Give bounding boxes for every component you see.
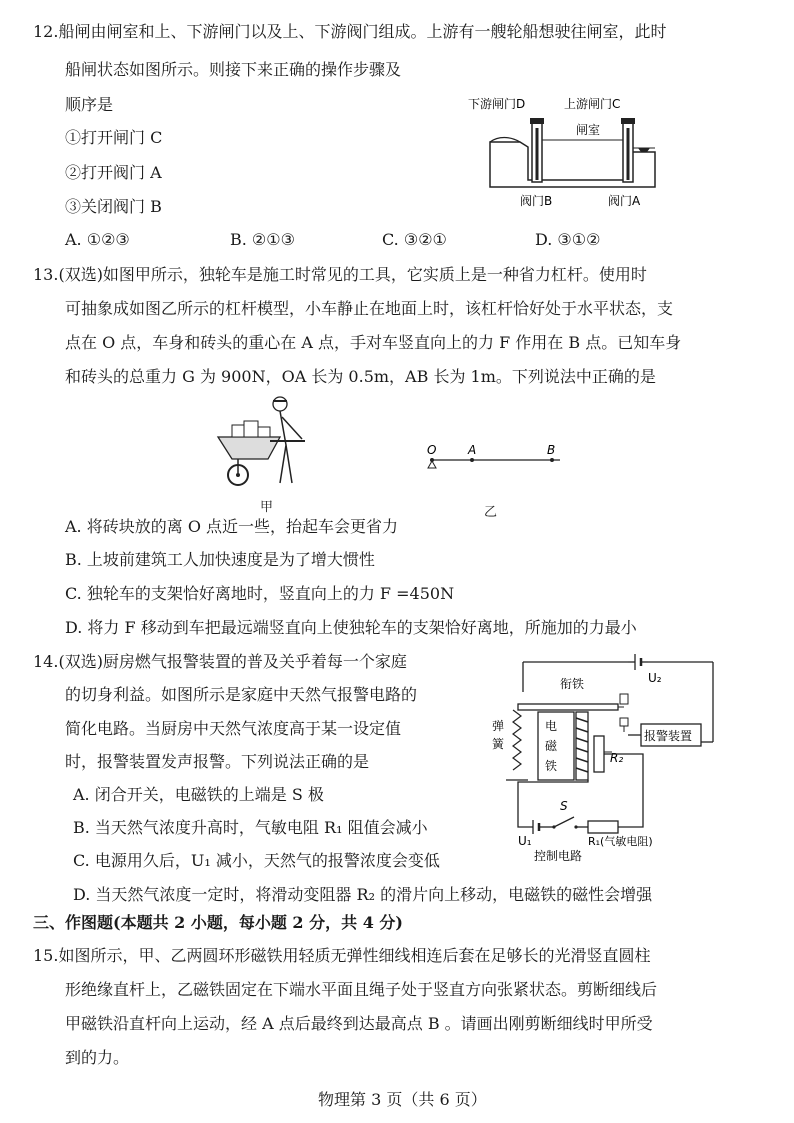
circuit-label-em-2: 磁	[545, 739, 558, 753]
q13-option-c: C. 独轮车的支架恰好离地时，竖直向上的力 F =450N	[65, 584, 455, 603]
q13-line-2: 可抽象成如图乙所示的杠杆模型，小车静止在地面上时，该杠杆恰好处于水平状态，支	[65, 299, 674, 318]
lock-label-b: 阀门B	[520, 194, 553, 208]
circuit-label-r2: R₂	[610, 751, 624, 765]
lock-label-c: 上游闸门C	[564, 97, 621, 111]
circuit-label-em-1: 电	[545, 719, 558, 733]
gas-alarm-circuit-figure	[488, 652, 733, 862]
ship-lock-figure	[468, 92, 680, 210]
q14-option-d: D. 当天然气浓度一定时，将滑动变阻器 R₂ 的滑片向上移动，电磁铁的磁性会增强	[73, 885, 653, 904]
circuit-label-u2: U₂	[648, 671, 662, 685]
fig-label-jia: 甲	[260, 500, 274, 515]
page-footer: 物理第 3 页（共 6 页）	[318, 1090, 487, 1109]
q12-line-3: 顺序是	[65, 95, 114, 114]
circuit-label-r1: R₁(气敏电阻)	[588, 835, 653, 848]
q12-step-1: ①打开闸门 C	[65, 128, 163, 147]
circuit-label-u1: U₁	[518, 834, 532, 848]
fig-label-yi: 乙	[484, 505, 498, 520]
q13-line-1: 13.(双选)如图甲所示，独轮车是施工时常见的工具，它实质上是一种省力杠杆。使用时	[33, 265, 647, 284]
q13-line-3: 点在 O 点，车身和砖头的重心在 A 点，手对车竖直向上的力 F 作用在 B 点。已知车身	[65, 333, 682, 352]
lever-model-figure	[420, 440, 570, 480]
q13-option-b: B. 上坡前建筑工人加快速度是为了增大惯性	[65, 550, 375, 569]
q15-line-2: 形绝缘直杆上，乙磁铁固定在下端水平面且绳子处于竖直方向张紧状态。剪断细线后	[65, 980, 658, 999]
q12-option-a: A. ①②③	[65, 230, 130, 249]
q14-line-1: 14.(双选)厨房燃气报警装置的普及关乎着每一个家庭	[33, 652, 407, 671]
q15-line-3: 甲磁铁沿直杆向上运动，经 A 点后最终到达最高点 B 。请画出刚剪断细线时甲所受	[65, 1014, 653, 1033]
q15-line-4: 到的力。	[65, 1048, 130, 1067]
lever-point-a: A	[468, 443, 477, 457]
lever-point-b: B	[547, 443, 556, 457]
q12-option-b: B. ②①③	[230, 230, 295, 249]
q12-option-d: D. ③①②	[535, 230, 601, 249]
q13-option-a: A. 将砖块放的离 O 点近一些，抬起车会更省力	[65, 517, 399, 536]
q14-line-4: 时，报警装置发声报警。下列说法正确的是	[65, 752, 370, 771]
circuit-label-alarm: 报警装置	[644, 729, 693, 743]
q12-step-3: ③关闭阀门 B	[65, 197, 162, 216]
q14-line-3: 简化电路。当厨房中天然气浓度高于某一设定值	[65, 719, 402, 738]
q14-line-2: 的切身利益。如图所示是家庭中天然气报警电路的	[65, 685, 418, 704]
lock-label-d: 下游闸门D	[468, 97, 526, 111]
q12-line-2: 船闸状态如图所示。则接下来正确的操作步骤及	[65, 60, 402, 79]
lock-label-a: 阀门A	[608, 194, 641, 208]
q14-option-c: C. 电源用久后，U₁ 减小，天然气的报警浓度会变低	[73, 851, 440, 870]
q12-step-2: ②打开阀门 A	[65, 163, 162, 182]
circuit-label-spring-1: 弹	[492, 719, 505, 733]
lock-label-room: 闸室	[576, 123, 601, 137]
circuit-label-spring-2: 簧	[492, 737, 505, 751]
q12-line-1: 12.船闸由闸室和上、下游闸门以及上、下游阀门组成。上游有一艘轮船想驶往闸室，此时	[33, 22, 667, 41]
q14-option-a: A. 闭合开关，电磁铁的上端是 S 极	[73, 785, 324, 804]
circuit-label-em-3: 铁	[545, 759, 558, 773]
section-3-title: 三、作图题(本题共 2 小题，每小题 2 分，共 4 分)	[33, 913, 403, 932]
q15-line-1: 15.如图所示，甲、乙两圆环形磁铁用轻质无弹性细线相连后套在足够长的光滑竖直圆柱	[33, 946, 651, 965]
q13-line-4: 和砖头的总重力 G 为 900N，OA 长为 0.5m，AB 长为 1m。下列说法中正确的是	[65, 367, 656, 386]
wheelbarrow-figure	[210, 395, 330, 495]
lever-point-o: O	[427, 443, 437, 457]
circuit-label-armature: 衔铁	[560, 677, 585, 691]
q14-option-b: B. 当天然气浓度升高时，气敏电阻 R₁ 阻值会减小	[73, 818, 428, 837]
circuit-label-control: 控制电路	[534, 849, 583, 863]
circuit-label-s: S	[560, 799, 568, 813]
q13-option-d: D. 将力 F 移动到车把最远端竖直向上使独轮车的支架恰好离地，所施加的力最小	[65, 618, 637, 637]
q12-option-c: C. ③②①	[382, 230, 447, 249]
